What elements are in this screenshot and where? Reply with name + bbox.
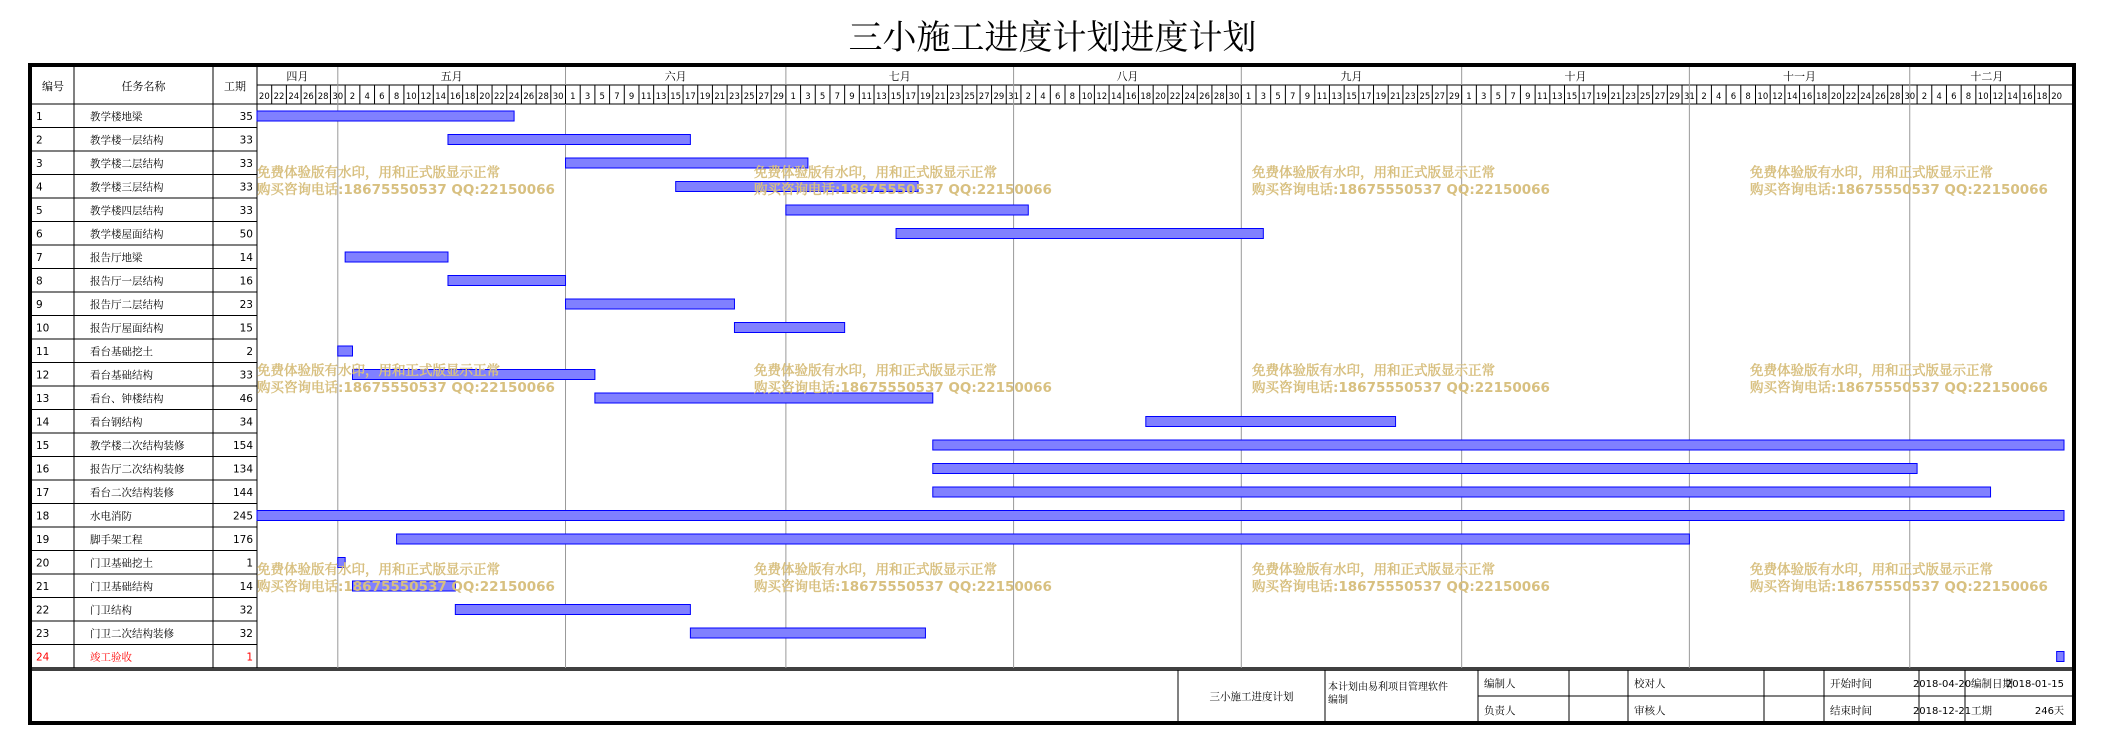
watermark-line: 购买咨询电话:18675550537 QQ:22150066 xyxy=(257,380,555,396)
day-tick-label: 27 xyxy=(1434,92,1446,102)
day-tick-label: 18 xyxy=(1816,92,1828,102)
day-tick-label: 3 xyxy=(584,92,591,102)
watermark-line: 免费体验版有水印，用和正式版显示正常 xyxy=(257,562,500,578)
day-tick-label: 2 xyxy=(349,92,356,102)
task-name: 看台二次结构装修 xyxy=(90,487,174,499)
task-bar xyxy=(2057,652,2064,662)
chart-title: 三小施工进度计划进度计划 xyxy=(848,18,1257,58)
task-id: 23 xyxy=(36,628,50,640)
task-duration: 33 xyxy=(239,205,253,217)
day-tick-label: 16 xyxy=(1125,92,1137,102)
day-tick-label: 5 xyxy=(599,92,605,102)
day-tick-label: 15 xyxy=(1566,92,1578,102)
day-tick-label: 21 xyxy=(714,92,726,102)
task-name: 门卫结构 xyxy=(90,604,132,617)
task-bar xyxy=(338,346,353,356)
day-tick-label: 14 xyxy=(2007,92,2018,102)
task-id: 6 xyxy=(36,228,43,241)
task-bar xyxy=(455,605,690,615)
day-tick-label: 4 xyxy=(1040,92,1046,102)
day-tick-label: 30 xyxy=(552,92,564,102)
task-bar xyxy=(257,111,514,121)
task-id: 9 xyxy=(36,299,43,311)
day-tick-label: 8 xyxy=(393,92,400,102)
column-header-name: 任务名称 xyxy=(121,80,166,93)
watermark-line: 购买咨询电话:18675550537 QQ:22150066 xyxy=(754,579,1052,595)
day-tick-label: 31 xyxy=(1683,92,1695,102)
watermark-line: 购买咨询电话:18675550537 QQ:22150066 xyxy=(257,182,555,198)
day-tick-label: 4 xyxy=(364,92,370,102)
day-tick-label: 19 xyxy=(1595,92,1607,102)
month-label: 十月 xyxy=(1564,70,1587,83)
day-tick-label: 15 xyxy=(670,92,682,102)
day-tick-label: 1 xyxy=(1466,92,1472,102)
task-name: 教学楼二层结构 xyxy=(90,158,164,170)
day-tick-label: 23 xyxy=(949,92,961,102)
day-tick-label: 2 xyxy=(1701,92,1707,102)
task-id: 8 xyxy=(36,275,43,288)
task-duration: 134 xyxy=(232,463,253,476)
footer-label-prep_date: 编制日期 xyxy=(1971,678,2013,690)
task-name: 看台基础结构 xyxy=(90,369,153,382)
column-header-duration: 工期 xyxy=(224,80,246,93)
day-tick-label: 6 xyxy=(1951,92,1957,102)
day-tick-label: 8 xyxy=(1965,92,1972,102)
day-tick-label: 21 xyxy=(1610,92,1622,102)
day-tick-label: 17 xyxy=(1581,92,1592,102)
footer-label-owner: 负责人 xyxy=(1484,705,1516,717)
footer-software-note: 编制 xyxy=(1328,695,1348,706)
day-tick-label: 3 xyxy=(1480,92,1487,102)
day-tick-label: 17 xyxy=(684,92,696,102)
task-duration: 33 xyxy=(239,134,253,147)
day-tick-label: 3 xyxy=(1260,92,1267,102)
day-tick-label: 26 xyxy=(523,92,535,102)
month-label: 十二月 xyxy=(1970,70,2004,83)
task-name: 报告厅屋面结构 xyxy=(90,322,164,335)
watermark-line: 免费体验版有水印，用和正式版显示正常 xyxy=(257,363,500,379)
day-tick-label: 10 xyxy=(1757,92,1769,102)
task-bar xyxy=(933,440,2064,450)
footer-label-checker: 校对人 xyxy=(1634,678,1666,690)
task-id: 7 xyxy=(36,252,43,264)
day-tick-label: 13 xyxy=(1551,92,1563,102)
day-tick-label: 14 xyxy=(1786,92,1798,102)
day-tick-label: 24 xyxy=(288,92,300,102)
day-tick-label: 24 xyxy=(508,92,520,102)
day-tick-label: 11 xyxy=(861,92,873,102)
day-tick-label: 16 xyxy=(449,92,461,102)
task-id: 24 xyxy=(36,651,50,664)
day-tick-label: 14 xyxy=(435,92,447,102)
watermark-line: 购买咨询电话:18675550537 QQ:22150066 xyxy=(754,380,1052,396)
task-duration: 14 xyxy=(239,252,253,264)
day-tick-label: 27 xyxy=(1654,92,1666,102)
footer-value-start-time: 2018-04-20 xyxy=(1912,679,1972,690)
day-tick-label: 29 xyxy=(1448,92,1460,102)
day-tick-label: 9 xyxy=(849,92,855,102)
task-name: 教学楼二次结构装修 xyxy=(90,440,185,452)
watermark-line: 购买咨询电话:18675550537 QQ:22150066 xyxy=(1750,380,2048,396)
day-tick-label: 5 xyxy=(819,92,826,102)
task-name: 门卫基础挖土 xyxy=(90,557,153,570)
day-tick-label: 4 xyxy=(1936,92,1942,102)
task-duration: 15 xyxy=(239,322,253,335)
task-duration: 33 xyxy=(239,369,253,382)
task-bar xyxy=(448,276,566,286)
task-duration: 144 xyxy=(232,487,253,499)
month-label: 七月 xyxy=(888,70,911,83)
day-tick-label: 7 xyxy=(1510,92,1516,102)
day-tick-label: 13 xyxy=(1331,92,1343,102)
task-id: 10 xyxy=(36,322,50,335)
day-tick-label: 26 xyxy=(1199,92,1210,102)
month-label: 十一月 xyxy=(1783,70,1817,83)
day-tick-label: 11 xyxy=(1537,92,1548,102)
day-tick-label: 6 xyxy=(1730,92,1737,102)
watermark-line: 免费体验版有水印，用和正式版显示正常 xyxy=(1252,165,1495,181)
watermark-line: 购买咨询电话:18675550537 QQ:22150066 xyxy=(1252,380,1550,396)
watermark-line: 免费体验版有水印，用和正式版显示正常 xyxy=(754,165,997,181)
footer-label-preparer: 编制人 xyxy=(1484,678,1516,690)
watermark-line: 购买咨询电话:18675550537 QQ:22150066 xyxy=(1750,579,2048,595)
task-id: 19 xyxy=(36,534,50,546)
footer-project-name: 三小施工进度计划 xyxy=(1209,691,1294,703)
day-tick-label: 13 xyxy=(655,92,667,102)
day-tick-label: 3 xyxy=(805,92,811,102)
watermark-line: 免费体验版有水印，用和正式版显示正常 xyxy=(1750,165,1993,181)
day-tick-label: 6 xyxy=(1054,92,1061,102)
day-tick-label: 20 xyxy=(258,92,270,102)
task-name: 报告厅一层结构 xyxy=(90,275,164,288)
task-id: 12 xyxy=(36,369,50,382)
day-tick-label: 27 xyxy=(978,92,990,102)
task-bar xyxy=(896,229,1263,239)
task-name: 教学楼四层结构 xyxy=(90,205,164,217)
task-duration: 32 xyxy=(239,628,253,640)
day-tick-label: 19 xyxy=(920,92,931,102)
day-tick-label: 18 xyxy=(1140,92,1152,102)
task-duration: 1 xyxy=(246,651,253,664)
task-duration: 1 xyxy=(246,557,253,570)
day-tick-label: 16 xyxy=(2021,92,2033,102)
watermark-line: 免费体验版有水印，用和正式版显示正常 xyxy=(754,363,997,379)
task-name: 竣工验收 xyxy=(90,651,132,664)
watermark-line: 免费体验版有水印，用和正式版显示正常 xyxy=(1252,562,1495,578)
task-id: 16 xyxy=(36,463,50,476)
day-tick-label: 7 xyxy=(614,92,620,102)
day-tick-label: 20 xyxy=(2051,92,2063,102)
task-bar xyxy=(933,464,1917,474)
task-id: 5 xyxy=(36,205,43,217)
day-tick-label: 24 xyxy=(1860,92,1872,102)
task-id: 17 xyxy=(36,487,50,499)
day-tick-label: 4 xyxy=(1716,92,1722,102)
task-bar xyxy=(734,323,844,333)
task-id: 15 xyxy=(36,440,50,452)
watermark-line: 免费体验版有水印，用和正式版显示正常 xyxy=(1750,363,1993,379)
day-tick-label: 25 xyxy=(1639,92,1651,102)
task-bar xyxy=(448,135,690,145)
task-bar xyxy=(786,205,1028,215)
task-id: 11 xyxy=(36,346,50,358)
day-tick-label: 22 xyxy=(1169,92,1181,102)
day-tick-label: 22 xyxy=(273,92,285,102)
day-tick-label: 6 xyxy=(379,92,385,102)
task-id: 2 xyxy=(36,134,43,147)
day-tick-label: 7 xyxy=(834,92,841,102)
watermark-line: 购买咨询电话:18675550537 QQ:22150066 xyxy=(1750,182,2048,198)
day-tick-label: 28 xyxy=(317,92,329,102)
footer-value-prep-date: 2018-01-15 xyxy=(2005,679,2064,690)
task-name: 报告厅二次结构装修 xyxy=(90,463,185,476)
task-name: 看台、钟楼结构 xyxy=(90,393,164,405)
day-tick-label: 21 xyxy=(934,92,946,102)
day-tick-label: 1 xyxy=(790,92,796,102)
task-duration: 35 xyxy=(239,111,253,123)
day-tick-label: 5 xyxy=(1495,92,1502,102)
task-duration: 50 xyxy=(239,228,253,241)
task-id: 14 xyxy=(36,416,50,429)
day-tick-label: 20 xyxy=(479,92,491,102)
task-id: 3 xyxy=(36,158,43,170)
footer-value-end-time: 2018-12-21 xyxy=(1912,706,1972,717)
day-tick-label: 9 xyxy=(628,92,635,102)
task-name: 报告厅二层结构 xyxy=(90,299,164,311)
task-name: 看台基础挖土 xyxy=(90,346,153,358)
task-duration: 33 xyxy=(239,158,253,170)
task-id: 1 xyxy=(36,111,43,123)
day-tick-label: 19 xyxy=(699,92,711,102)
day-tick-label: 20 xyxy=(1830,92,1842,102)
day-tick-label: 2 xyxy=(1921,92,1928,102)
task-name: 报告厅地梁 xyxy=(90,252,143,264)
day-tick-label: 28 xyxy=(538,92,549,102)
watermark-line: 免费体验版有水印，用和正式版显示正常 xyxy=(754,562,997,578)
task-bar xyxy=(690,628,925,638)
day-tick-label: 8 xyxy=(1069,92,1076,102)
task-bar xyxy=(397,534,1690,544)
day-tick-label: 19 xyxy=(1375,92,1387,102)
task-id: 22 xyxy=(36,604,50,617)
gantt-frame xyxy=(28,63,2076,725)
task-bar xyxy=(566,299,735,309)
task-bar xyxy=(1146,417,1396,427)
day-tick-label: 29 xyxy=(993,92,1005,102)
task-duration: 23 xyxy=(239,299,253,311)
day-tick-label: 28 xyxy=(1213,92,1225,102)
task-duration: 33 xyxy=(239,181,253,194)
day-tick-label: 10 xyxy=(1081,92,1093,102)
watermark-line: 免费体验版有水印，用和正式版显示正常 xyxy=(1750,562,1993,578)
day-tick-label: 26 xyxy=(1874,92,1886,102)
month-label: 九月 xyxy=(1340,70,1363,83)
watermark-line: 购买咨询电话:18675550537 QQ:22150066 xyxy=(1252,579,1550,595)
day-tick-label: 15 xyxy=(1346,92,1357,102)
day-tick-label: 12 xyxy=(420,92,432,102)
task-name: 教学楼一层结构 xyxy=(90,134,164,147)
day-tick-label: 9 xyxy=(1304,92,1311,102)
day-tick-label: 18 xyxy=(2036,92,2048,102)
day-tick-label: 15 xyxy=(890,92,902,102)
task-id: 4 xyxy=(36,181,43,194)
task-duration: 34 xyxy=(239,416,253,429)
task-bar xyxy=(345,252,448,262)
task-duration: 32 xyxy=(239,604,253,617)
footer-software-note: 本计划由易利项目管理软件 xyxy=(1328,682,1448,693)
day-tick-label: 23 xyxy=(1625,92,1637,102)
day-tick-label: 2 xyxy=(1025,92,1031,102)
task-duration: 14 xyxy=(239,581,253,593)
day-tick-label: 25 xyxy=(1419,92,1431,102)
task-duration: 245 xyxy=(232,510,253,523)
day-tick-label: 9 xyxy=(1525,92,1531,102)
day-tick-label: 7 xyxy=(1290,92,1296,102)
day-tick-label: 30 xyxy=(1904,92,1916,102)
day-tick-label: 23 xyxy=(729,92,740,102)
day-tick-label: 12 xyxy=(1992,92,2004,102)
day-tick-label: 17 xyxy=(1360,92,1372,102)
day-tick-label: 5 xyxy=(1275,92,1281,102)
day-tick-label: 8 xyxy=(1745,92,1751,102)
gantt-chart xyxy=(32,67,2072,721)
day-tick-label: 20 xyxy=(1155,92,1166,102)
footer-label-duration: 工期 xyxy=(1971,705,1992,717)
task-duration: 154 xyxy=(232,440,253,452)
task-bar xyxy=(933,487,1991,497)
day-tick-label: 18 xyxy=(464,92,476,102)
task-name: 教学楼三层结构 xyxy=(90,181,164,194)
day-tick-label: 14 xyxy=(1111,92,1122,102)
month-label: 八月 xyxy=(1116,70,1139,83)
task-id: 13 xyxy=(36,393,50,405)
day-tick-label: 13 xyxy=(875,92,887,102)
day-tick-label: 12 xyxy=(1096,92,1108,102)
day-tick-label: 1 xyxy=(1245,92,1252,102)
day-tick-label: 10 xyxy=(1977,92,1989,102)
day-tick-label: 16 xyxy=(1801,92,1813,102)
day-tick-label: 10 xyxy=(405,92,417,102)
day-tick-label: 29 xyxy=(773,92,784,102)
day-tick-label: 29 xyxy=(1669,92,1681,102)
task-duration: 16 xyxy=(239,275,253,288)
task-name: 脚手架工程 xyxy=(90,534,143,546)
day-tick-label: 21 xyxy=(1390,92,1401,102)
day-tick-label: 12 xyxy=(1772,92,1783,102)
watermark-line: 购买咨询电话:18675550537 QQ:22150066 xyxy=(1252,182,1550,198)
column-header-id: 编号 xyxy=(42,80,64,93)
task-name: 水电消防 xyxy=(90,510,132,523)
task-id: 18 xyxy=(36,510,50,523)
task-bar xyxy=(257,511,2064,521)
day-tick-label: 31 xyxy=(1008,92,1020,102)
task-name: 看台钢结构 xyxy=(90,416,143,429)
day-tick-label: 22 xyxy=(493,92,505,102)
watermark-line: 免费体验版有水印，用和正式版显示正常 xyxy=(257,165,500,181)
month-label: 四月 xyxy=(286,70,309,83)
day-tick-label: 17 xyxy=(905,92,917,102)
day-tick-label: 22 xyxy=(1845,92,1857,102)
day-tick-label: 25 xyxy=(964,92,975,102)
watermark-line: 免费体验版有水印，用和正式版显示正常 xyxy=(1252,363,1495,379)
day-tick-label: 27 xyxy=(758,92,770,102)
month-label: 六月 xyxy=(664,70,687,83)
footer-label-start_time: 开始时间 xyxy=(1830,678,1872,690)
day-tick-label: 11 xyxy=(1316,92,1328,102)
watermark-line: 购买咨询电话:18675550537 QQ:22150066 xyxy=(257,579,555,595)
day-tick-label: 25 xyxy=(743,92,755,102)
month-label: 五月 xyxy=(440,70,463,83)
task-name: 教学楼地梁 xyxy=(90,111,143,123)
day-tick-label: 24 xyxy=(1184,92,1196,102)
day-tick-label: 26 xyxy=(303,92,314,102)
day-tick-label: 23 xyxy=(1404,92,1416,102)
day-tick-label: 1 xyxy=(570,92,576,102)
footer-label-reviewer: 审核人 xyxy=(1634,705,1666,717)
task-duration: 176 xyxy=(232,534,253,546)
day-tick-label: 30 xyxy=(332,92,344,102)
task-duration: 46 xyxy=(239,393,253,405)
task-name: 门卫二次结构装修 xyxy=(90,628,174,640)
task-name: 教学楼屋面结构 xyxy=(90,228,164,241)
day-tick-label: 30 xyxy=(1228,92,1240,102)
task-duration: 2 xyxy=(246,346,253,358)
task-id: 20 xyxy=(36,557,50,570)
footer-label-end_time: 结束时间 xyxy=(1830,705,1872,717)
footer-value-duration: 246天 xyxy=(2034,706,2064,717)
watermark-line: 购买咨询电话:18675550537 QQ:22150066 xyxy=(754,182,1052,198)
day-tick-label: 11 xyxy=(640,92,652,102)
task-name: 门卫基础结构 xyxy=(90,581,153,593)
day-tick-label: 28 xyxy=(1889,92,1901,102)
task-id: 21 xyxy=(36,581,50,593)
